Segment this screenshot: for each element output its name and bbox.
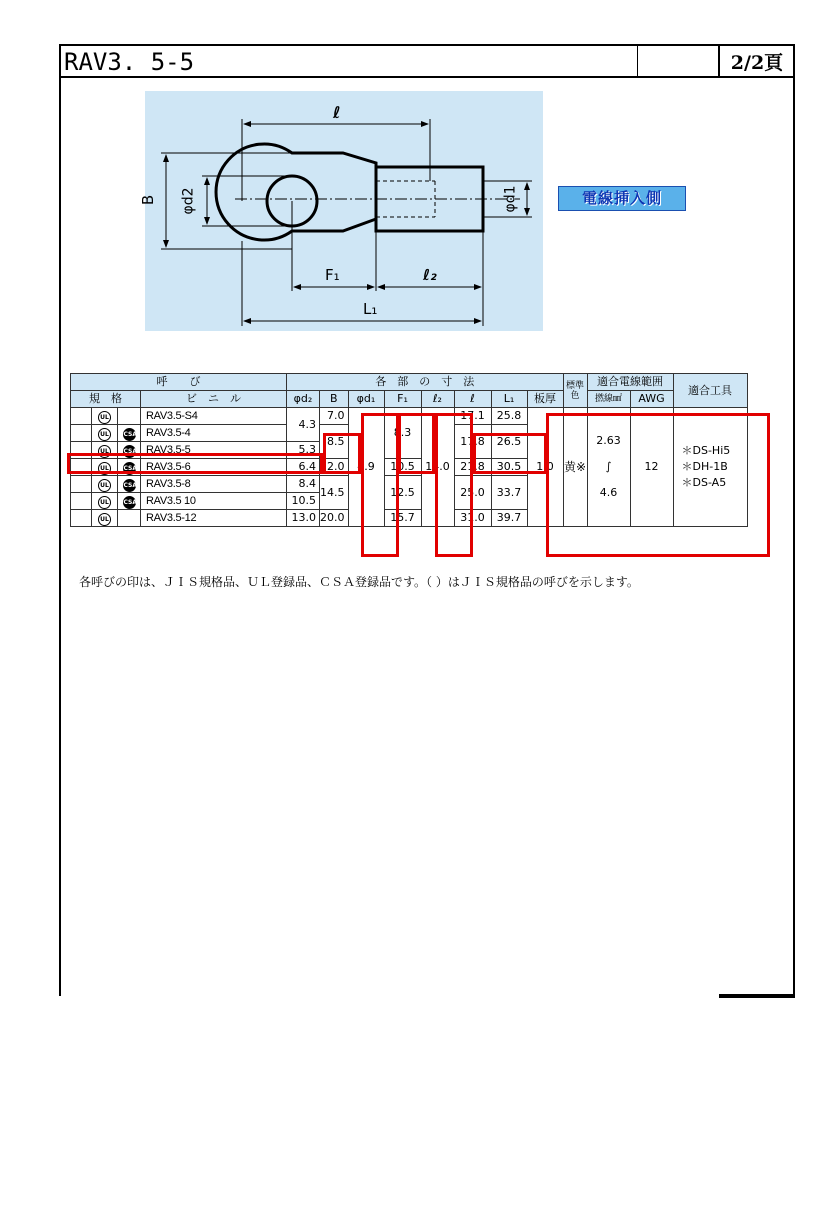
csa-mark-icon: CSA xyxy=(123,479,136,492)
frame-top-border xyxy=(59,44,795,46)
wire-sep: ∫ xyxy=(605,460,612,473)
cell-phi-d2: 4.3 xyxy=(287,408,320,442)
cell-thickness: 1.0 xyxy=(527,408,563,527)
cell-L1: 33.7 xyxy=(491,476,527,510)
product-name: RAV3.5-4 xyxy=(141,425,287,442)
header-divider xyxy=(59,76,795,78)
label-l: ℓ xyxy=(333,103,341,122)
cell-F1: 12.5 xyxy=(384,476,421,510)
cell-l2: 14.0 xyxy=(421,408,454,527)
label-phi-d2: φd2 xyxy=(180,187,197,215)
header-thickness: 板厚 xyxy=(527,391,563,408)
frame-bottom-mark xyxy=(719,994,795,998)
cell-B: 14.5 xyxy=(320,476,349,510)
cell-l: 17.8 xyxy=(454,425,491,459)
cell-phi-d2: 8.4 xyxy=(287,476,320,493)
cell-F1: 8.3 xyxy=(384,408,421,459)
table-row xyxy=(71,408,748,425)
cell-phi-d2: 6.4 xyxy=(287,459,320,476)
product-name: RAV3.5 10 xyxy=(141,493,287,510)
header-dims: 各 部 の 寸 法 xyxy=(287,374,564,391)
cell-phi-d2: 13.0 xyxy=(287,510,320,527)
spec-table xyxy=(70,373,748,527)
product-name: RAV3.5-5 xyxy=(141,442,287,459)
label-L1: L₁ xyxy=(363,300,378,318)
csa-mark-icon: CSA xyxy=(123,428,136,441)
ul-mark-icon: UL xyxy=(98,513,111,526)
ul-mark-icon: UL xyxy=(98,445,111,458)
terminal-drawing xyxy=(139,91,543,331)
wire-min: 2.63 xyxy=(596,434,621,447)
cell-phi-d2: 10.5 xyxy=(287,493,320,510)
csa-mark-icon: CSA xyxy=(123,462,136,475)
wire-max: 4.6 xyxy=(599,486,618,499)
document-title: RAV3. 5-5 xyxy=(64,48,195,76)
header-vinyl: ビ ニ ル xyxy=(141,391,287,408)
cell-L1: 39.7 xyxy=(491,510,527,527)
header-l: ℓ xyxy=(454,391,491,408)
label-l2: ℓ₂ xyxy=(423,266,437,284)
cell-L1: 30.5 xyxy=(491,459,527,476)
cell-l: 31.0 xyxy=(454,510,491,527)
header-cell-divider xyxy=(637,44,638,76)
ul-mark-icon: UL xyxy=(98,428,111,441)
header-phi-d2: φd₂ xyxy=(287,391,320,408)
cell-B: 20.0 xyxy=(320,510,349,527)
product-name: RAV3.5-8 xyxy=(141,476,287,493)
table-header-row xyxy=(71,374,748,391)
header-kikaku: 規 格 xyxy=(71,391,141,408)
label-B: B xyxy=(139,194,158,206)
cell-F1: 15.7 xyxy=(384,510,421,527)
header-L1: L₁ xyxy=(491,391,527,408)
terminal-diagram xyxy=(145,91,543,331)
cell-B: 8.5 xyxy=(320,425,349,459)
cell-l: 21.8 xyxy=(454,459,491,476)
label-phi-d1: φd1 xyxy=(502,185,519,213)
header-F1: F₁ xyxy=(384,391,421,408)
tool-3: ＊DS-A5 xyxy=(681,476,727,489)
tool-2: ＊DH-1B xyxy=(681,460,728,473)
cell-F1: 10.5 xyxy=(384,459,421,476)
cell-wire-range xyxy=(587,408,630,527)
frame-right-border xyxy=(793,44,795,998)
footnote: 各呼びの印は、ＪＩＳ規格品、ＵＬ登録品、ＣＳＡ登録品です。（ ）はＪＩＳ規格品の呼びを示します。 xyxy=(79,575,639,589)
cell-awg: 12 xyxy=(630,408,673,527)
header-yobi: 呼 び xyxy=(71,374,287,391)
cell-phi-d2: 5.3 xyxy=(287,442,320,459)
cell-color: 黄※ xyxy=(563,408,587,527)
product-name: RAV3.5-S4 xyxy=(141,408,287,425)
cell-L1: 25.8 xyxy=(491,408,527,425)
frame-left-border xyxy=(59,44,61,996)
csa-mark-icon: CSA xyxy=(123,496,136,509)
label-F1: F₁ xyxy=(325,266,340,284)
wire-insert-side-label: 電線挿入側 xyxy=(558,186,686,211)
ul-mark-icon: UL xyxy=(98,462,111,475)
cell-l: 25.0 xyxy=(454,476,491,510)
product-name: RAV3.5-6 xyxy=(141,459,287,476)
ul-mark-icon: UL xyxy=(98,411,111,424)
header-l2: ℓ₂ xyxy=(421,391,454,408)
header-phi-d1: φd₁ xyxy=(348,391,384,408)
ul-mark-icon: UL xyxy=(98,479,111,492)
header-B: B xyxy=(320,391,349,408)
cell-L1: 26.5 xyxy=(491,425,527,459)
page-number: 2/2頁 xyxy=(730,52,784,74)
header-wire-range: 適合電線範囲 xyxy=(587,374,673,391)
header-color: 標準色 xyxy=(563,374,587,408)
ul-mark-icon: UL xyxy=(98,496,111,509)
table-header-row xyxy=(71,391,748,408)
header-tools: 適合工具 xyxy=(673,374,747,408)
cell-tools xyxy=(673,408,747,527)
header-twisted: 撚線㎟ xyxy=(587,391,630,408)
cell-B: 12.0 xyxy=(320,459,349,476)
header-awg: AWG xyxy=(630,391,673,408)
tool-1: ＊DS-Hi5 xyxy=(681,444,731,457)
header-cell-divider xyxy=(718,44,720,76)
cell-B: 7.0 xyxy=(320,408,349,425)
cell-phi-d1: 4.9 xyxy=(348,408,384,527)
product-name: RAV3.5-12 xyxy=(141,510,287,527)
cell-l: 17.1 xyxy=(454,408,491,425)
csa-mark-icon: CSA xyxy=(123,445,136,458)
